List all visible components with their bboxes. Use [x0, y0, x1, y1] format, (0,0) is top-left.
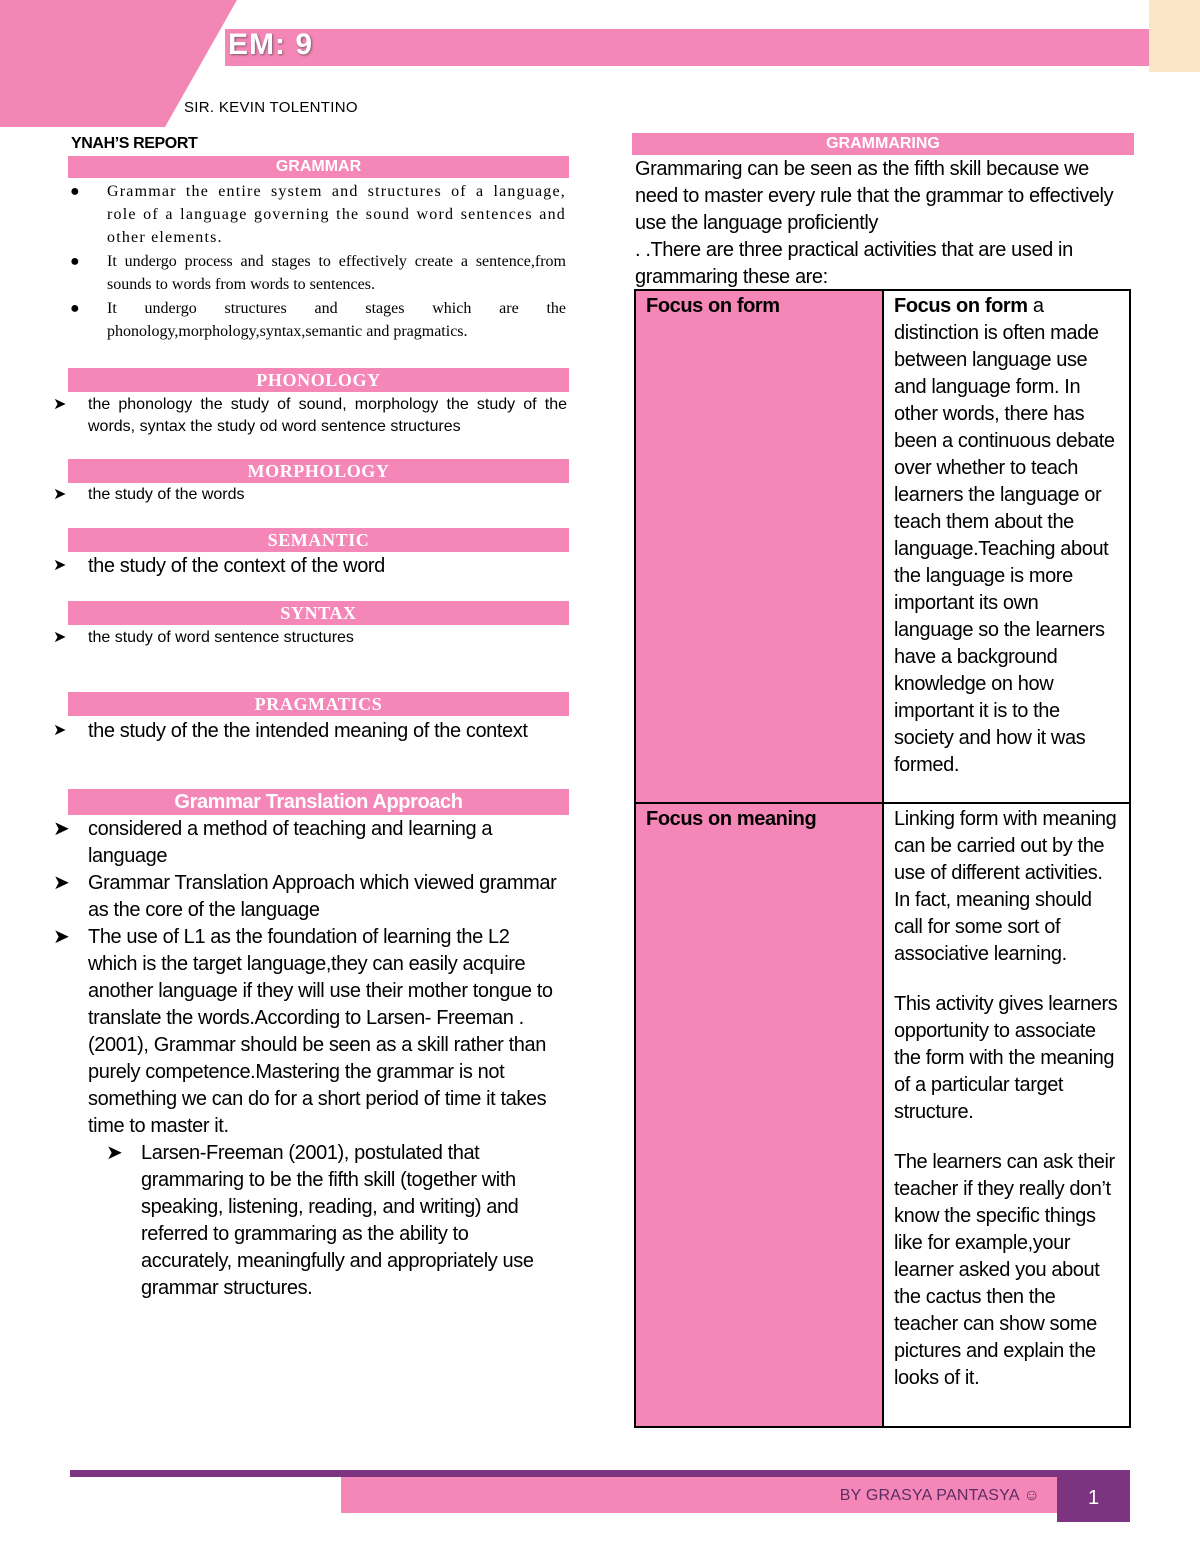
header-bar: [225, 29, 1149, 66]
footer-author: BY GRASYA PANTASYA ☺: [839, 1487, 1040, 1504]
arrow-bullet-icon: ➤: [53, 557, 67, 574]
grammaring-intro: [635, 156, 1130, 291]
table-cell-text: [883, 290, 1130, 803]
gta-list: [53, 816, 567, 1140]
cell-paragraph: The learners can ask their teacher if they really don’t know the specific things like for example,your learner asked you about the cactus then the teacher can show some pictures and explain the looks of it.: [894, 1151, 1115, 1389]
pragmatics-heading: PRAGMATICS: [68, 692, 569, 716]
bullet-icon: ●: [70, 300, 80, 317]
arrow-bullet-icon: ➤: [53, 629, 67, 646]
page-title: EM: 9: [228, 28, 314, 61]
morphology-heading: MORPHOLOGY: [68, 459, 569, 483]
footer-line: [70, 1470, 1130, 1477]
list-item: ➤ The use of L1 as the foundation of learning the L2 which is the target language,they can easily acquire another language if they will use their mother tongue to translate the words.According to Larsen- Freeman . (2001), Grammar should be seen as a skill rather than purely competence.Mastering the grammar is not something we can do for a short period of time it takes time to master it.: [53, 926, 553, 1137]
syntax-heading: SYNTAX: [68, 601, 569, 625]
arrow-bullet-icon: ➤: [53, 818, 70, 840]
gta-heading: Grammar Translation Approach: [68, 789, 569, 815]
activities-table: [634, 289, 1131, 1428]
semantic-item: ➤ the study of the context of the word: [53, 555, 385, 577]
arrow-bullet-icon: ➤: [53, 396, 67, 413]
cell-lead: Focus on form: [894, 295, 1028, 317]
semantic-heading: SEMANTIC: [68, 528, 569, 552]
intro-paragraph: . .There are three practical activities that are used in grammaring these are:: [635, 239, 1073, 288]
header-accent: [1149, 0, 1200, 72]
syntax-item: ➤ the study of word sentence structures: [53, 627, 567, 649]
list-item: ● It undergo process and stages to effectively create a sentence,from sounds to words from words to sentences.: [70, 250, 566, 296]
bullet-icon: ●: [70, 183, 81, 200]
grammar-heading: GRAMMAR: [68, 156, 569, 178]
report-label: YNAH’S REPORT: [71, 135, 198, 152]
arrow-bullet-icon: ➤: [53, 926, 70, 948]
table-cell-label: Focus on meaning: [635, 803, 883, 1427]
phonology-heading: PHONOLOGY: [68, 368, 569, 392]
grammaring-heading: GRAMMARING: [632, 133, 1134, 155]
table-row: [635, 803, 1130, 1427]
table-cell-label: Focus on form: [635, 290, 883, 803]
morphology-item: ➤ the study of the words: [53, 484, 567, 506]
arrow-bullet-icon: ➤: [53, 722, 67, 739]
grammar-list: [70, 180, 566, 343]
list-item: ➤ Grammar Translation Approach which viewed grammar as the core of the language: [53, 872, 557, 921]
table-row: [635, 290, 1130, 803]
arrow-bullet-icon: ➤: [106, 1142, 123, 1164]
cell-paragraph: This activity gives learners opportunity to associate the form with the meaning of a particular target structure.: [894, 993, 1118, 1123]
arrow-bullet-icon: ➤: [53, 872, 70, 894]
intro-paragraph: Grammaring can be seen as the fifth skill because we need to master every rule that the grammar to effectively use the language proficiently: [635, 158, 1114, 234]
cell-body: a distinction is often made between language use and language form. In other words, there has been a continuous debate over whether to teach learners the language or teach them about the language.Teaching about the language is more important its own language so the learners have a background knowledge on how important it is to the society and how it was formed.: [894, 295, 1115, 776]
cell-paragraph: Linking form with meaning can be carried out by the use of different activities. In fact, meaning should call for some sort of associative learning.: [894, 808, 1117, 965]
phonology-item: ➤ the phonology the study of sound, morphology the study of the words, syntax the study od word sentence structures: [53, 396, 567, 435]
list-item: ➤ considered a method of teaching and learning a language: [53, 818, 493, 867]
list-item: ● It undergo structures and stages which are the phonology,morphology,syntax,semantic and pragmatics.: [70, 297, 566, 343]
pragmatics-item: ➤ the study of the the intended meaning of the context: [53, 720, 528, 742]
table-cell-text: [883, 803, 1130, 1427]
gta-sub-item: ➤ Larsen-Freeman (2001), postulated that grammaring to be the fifth skill (together with speaking, listening, reading, and writing) and referred to grammaring as the ability to accurately, meaningfully and appropriately use grammar structures.: [106, 1142, 534, 1299]
list-item: ● Grammar the entire system and structures of a language, role of a language governing the sound word sentences and other elements.: [70, 180, 566, 249]
teacher-name: SIR. KEVIN TOLENTINO: [184, 99, 358, 116]
bullet-icon: ●: [70, 253, 80, 270]
arrow-bullet-icon: ➤: [53, 486, 67, 503]
page-number: 1: [1087, 1487, 1100, 1509]
